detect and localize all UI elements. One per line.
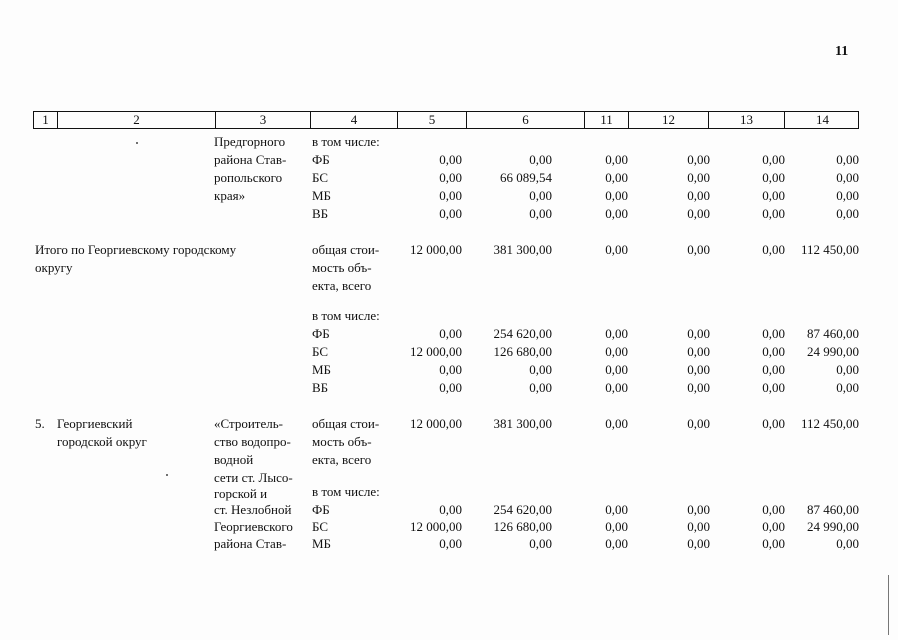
value-cell: 0,00 <box>529 188 552 203</box>
value-cell: 0,00 <box>687 416 710 431</box>
value-cell: 0,00 <box>687 362 710 377</box>
fund-label: МБ <box>312 362 332 377</box>
value-cell: 126 680,00 <box>493 344 552 359</box>
header-cell: 3 <box>215 112 310 128</box>
value-cell: 12 000,00 <box>410 344 462 359</box>
fund-label: БС <box>312 519 329 534</box>
value-cell: 0,00 <box>529 380 552 395</box>
total-cost-label: мость объ- <box>312 434 372 449</box>
value-cell: 0,00 <box>605 519 628 534</box>
header-cell: 4 <box>310 112 397 128</box>
object-name-line: района Став- <box>214 152 287 167</box>
header-cell: 1 <box>42 112 49 127</box>
value-cell: 0,00 <box>836 152 859 167</box>
value-cell: 24 990,00 <box>807 519 859 534</box>
value-cell: 0,00 <box>687 188 710 203</box>
value-cell: 381 300,00 <box>493 416 552 431</box>
value-cell: 0,00 <box>762 170 785 185</box>
value-cell: 0,00 <box>687 206 710 221</box>
municipality-line: городской округ <box>57 434 147 449</box>
fund-label: ФБ <box>312 152 330 167</box>
value-cell: 0,00 <box>605 502 628 517</box>
value-cell: 0,00 <box>687 242 710 257</box>
value-cell: 0,00 <box>687 380 710 395</box>
value-cell: 0,00 <box>687 502 710 517</box>
total-title-line: округу <box>35 260 73 275</box>
value-cell: 0,00 <box>605 362 628 377</box>
value-cell: 66 089,54 <box>500 170 552 185</box>
header-cell: 12 <box>628 112 708 128</box>
value-cell: 0,00 <box>605 380 628 395</box>
value-cell: 0,00 <box>762 326 785 341</box>
value-cell: 0,00 <box>529 536 552 551</box>
header-cell: 14 <box>784 112 860 128</box>
value-cell: 0,00 <box>687 344 710 359</box>
header-cell: 2 <box>57 112 215 128</box>
value-cell: 0,00 <box>687 152 710 167</box>
fund-label: ФБ <box>312 326 330 341</box>
item-number: 5. <box>35 416 45 431</box>
fund-label: БС <box>312 344 329 359</box>
value-cell: 126 680,00 <box>493 519 552 534</box>
value-cell: 0,00 <box>836 170 859 185</box>
value-cell: 12 000,00 <box>410 242 462 257</box>
header-cell: 13 <box>708 112 784 128</box>
value-cell: 24 990,00 <box>807 344 859 359</box>
total-cost-label: общая стои- <box>312 242 380 257</box>
object-name-line: края» <box>214 188 246 203</box>
value-cell: 0,00 <box>687 170 710 185</box>
municipality-line: Георгиевский <box>57 416 133 431</box>
value-cell: 0,00 <box>529 362 552 377</box>
value-cell: 0,00 <box>439 502 462 517</box>
total-title-line: Итого по Георгиевскому городскому <box>35 242 237 257</box>
value-cell: 0,00 <box>836 206 859 221</box>
value-cell: 0,00 <box>605 188 628 203</box>
value-cell: 0,00 <box>605 206 628 221</box>
value-cell: 0,00 <box>439 188 462 203</box>
scan-edge-line <box>888 575 889 635</box>
value-cell: 0,00 <box>762 380 785 395</box>
header-cell: 11 <box>584 112 628 128</box>
value-cell: 0,00 <box>687 326 710 341</box>
value-cell: 0,00 <box>605 416 628 431</box>
value-cell: 87 460,00 <box>807 502 859 517</box>
object-name-line: горской и <box>214 486 268 501</box>
total-cost-label: мость объ- <box>312 260 372 275</box>
value-cell: 0,00 <box>529 206 552 221</box>
value-cell: 0,00 <box>836 188 859 203</box>
value-cell: 0,00 <box>439 362 462 377</box>
value-cell: 0,00 <box>529 152 552 167</box>
header-cell: 5 <box>397 112 466 128</box>
object-name-line: сети ст. Лысо- <box>214 470 293 485</box>
value-cell: 0,00 <box>762 242 785 257</box>
value-cell: 0,00 <box>439 206 462 221</box>
value-cell: 0,00 <box>605 326 628 341</box>
fund-label: ВБ <box>312 206 329 221</box>
value-cell: 0,00 <box>439 170 462 185</box>
value-cell: 0,00 <box>762 362 785 377</box>
total-cost-label: екта, всего <box>312 278 372 293</box>
object-name-line: водной <box>214 452 254 467</box>
scan-speck <box>166 474 168 476</box>
value-cell: 0,00 <box>762 416 785 431</box>
value-cell: 0,00 <box>605 242 628 257</box>
including-label: в том числе: <box>312 134 380 149</box>
value-cell: 0,00 <box>762 536 785 551</box>
object-name-line: Георгиевского <box>214 519 293 534</box>
object-name-line: района Став- <box>214 536 287 551</box>
value-cell: 0,00 <box>439 380 462 395</box>
value-cell: 0,00 <box>439 326 462 341</box>
value-cell: 254 620,00 <box>493 502 552 517</box>
header-cell: 6 <box>466 112 584 128</box>
object-name-line: Предгорного <box>214 134 286 149</box>
including-label: в том числе: <box>312 484 380 499</box>
object-name-line: ропольского <box>214 170 283 185</box>
value-cell: 12 000,00 <box>410 416 462 431</box>
table-header <box>33 111 859 129</box>
total-cost-label: екта, всего <box>312 452 372 467</box>
value-cell: 0,00 <box>605 170 628 185</box>
value-cell: 112 450,00 <box>800 416 859 431</box>
including-label: в том числе: <box>312 308 380 323</box>
value-cell: 0,00 <box>836 380 859 395</box>
value-cell: 0,00 <box>762 519 785 534</box>
fund-label: МБ <box>312 536 332 551</box>
value-cell: 254 620,00 <box>493 326 552 341</box>
value-cell: 0,00 <box>836 362 859 377</box>
object-name-line: «Строитель- <box>214 416 283 431</box>
value-cell: 0,00 <box>762 344 785 359</box>
fund-label: ВБ <box>312 380 329 395</box>
value-cell: 0,00 <box>762 502 785 517</box>
value-cell: 0,00 <box>439 152 462 167</box>
object-name-line: ство водопро- <box>214 434 291 449</box>
value-cell: 87 460,00 <box>807 326 859 341</box>
value-cell: 0,00 <box>439 536 462 551</box>
fund-label: БС <box>312 170 329 185</box>
value-cell: 0,00 <box>836 536 859 551</box>
value-cell: 0,00 <box>687 519 710 534</box>
value-cell: 0,00 <box>762 152 785 167</box>
value-cell: 0,00 <box>687 536 710 551</box>
value-cell: 112 450,00 <box>800 242 859 257</box>
value-cell: 0,00 <box>762 206 785 221</box>
value-cell: 12 000,00 <box>410 519 462 534</box>
value-cell: 0,00 <box>605 344 628 359</box>
scan-speck <box>136 142 138 144</box>
value-cell: 0,00 <box>605 152 628 167</box>
value-cell: 0,00 <box>762 188 785 203</box>
total-cost-label: общая стои- <box>312 416 380 431</box>
value-cell: 381 300,00 <box>493 242 552 257</box>
object-name-line: ст. Незлобной <box>214 502 292 517</box>
page-number: 11 <box>835 44 849 59</box>
value-cell: 0,00 <box>605 536 628 551</box>
fund-label: МБ <box>312 188 332 203</box>
fund-label: ФБ <box>312 502 330 517</box>
